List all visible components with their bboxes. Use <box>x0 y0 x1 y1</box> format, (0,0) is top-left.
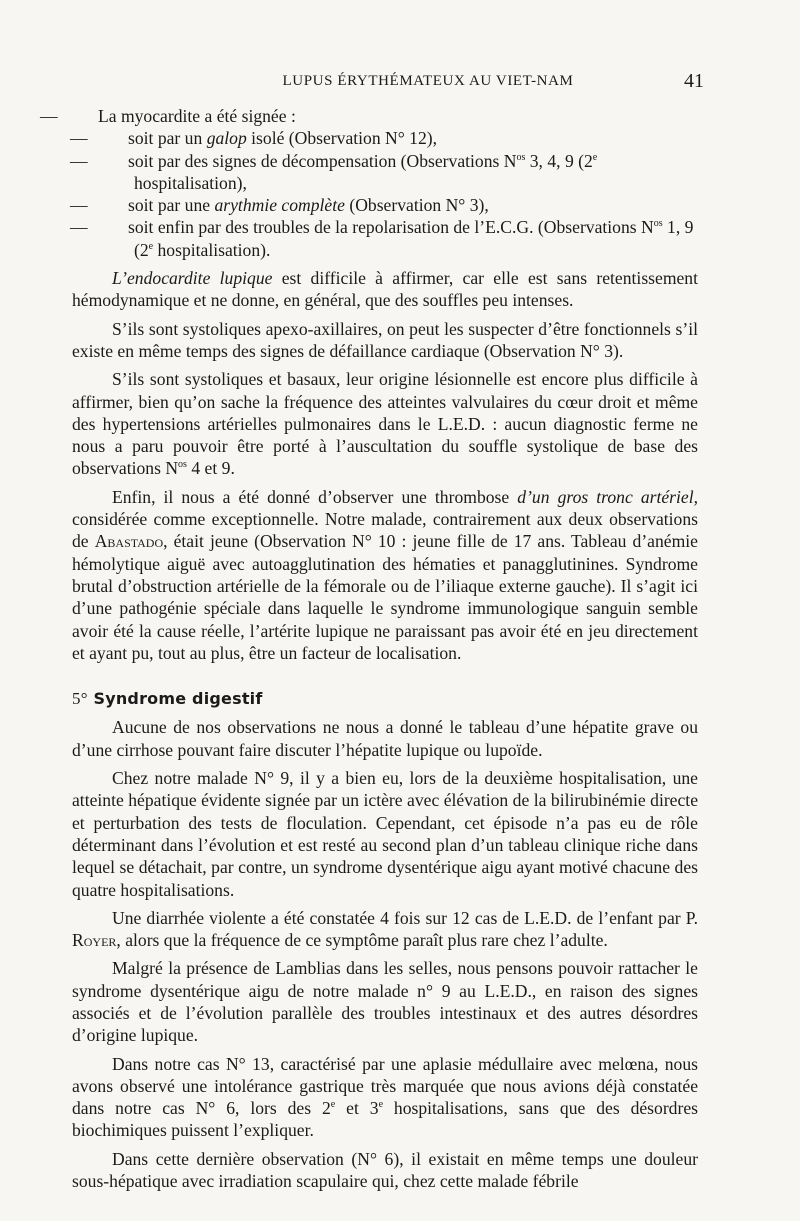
paragraph-derniere-observation: Dans cette dernière observation (N° 6), il existait en même temps une douleur sous-hépatique avec irradiation scapulaire qui, chez cette malade fébrile <box>72 1148 698 1192</box>
paragraph-systoliques-apexo: S’ils sont systoliques apexo-axillaires, on peut les suspecter d’être fonctionnels s’il existe en même temps des signes de défaillance cardiaque (Observation N° 3). <box>72 318 698 361</box>
paragraph-diarrhee: Une diarrhée violente a été constatée 4 fois sur 12 cas de L.E.D. de l’enfant par P. Royer, alors que la fréquence de ce symptôme paraît plus rare chez l’adulte. <box>72 907 698 951</box>
myocarditis-item: — soit enfin par des troubles de la repolarisation de l’E.C.G. (Observations $N^{os}$ 1, 9 (2e hospitalisation). <box>70 217 694 260</box>
page-header <box>72 70 704 97</box>
running-title: LUPUS ÉRYTHÉMATEUX AU VIET-NAM <box>282 73 574 89</box>
section-title: 5° Syndrome digestif <box>72 689 263 709</box>
page-number: 41 <box>684 70 704 92</box>
paragraph-hepatite: Aucune de nos observations ne nous a donné le tableau d’une hépatite grave ou d’une cirrhose pouvant faire discuter l’hépatite lupique ou lupoïde. <box>72 717 698 760</box>
myocarditis-lead: — La myocardite a été signée : <box>40 106 296 126</box>
paragraph-lamblias: Malgré la présence de Lamblias dans les selles, nous pensons pouvoir rattacher le syndrome dysentérique aigu de notre malade n° 9 au L.E.D., en raison des signes associés et de l’évolution parallèle des troubles intestinaux et des autres désordres d’origine lupique. <box>72 958 698 1046</box>
myocarditis-item: — soit par une arythmie complète (Observation N° 3), <box>70 195 489 216</box>
myocarditis-item: — soit par des signes de décompensation (Observations $N^{os}$ 3, 4, 9 (2e hospitalisation), <box>70 150 598 193</box>
myocarditis-item: — soit par un galop isolé (Observation N° 12), <box>70 128 438 149</box>
paragraph-systoliques-basaux: S’ils sont systoliques et basaux, leur origine lésionnelle est encore plus difficile à affirmer, bien qu’on sache la fréquence des atteintes valvulaires du cœur droit et même des hypertensions artérielles pulmonaires dans le L.E.D. : aucun diagnostic ferme ne nous a paru pouvoir être porté à l’auscultation du souffle systolique de base des observations $N^{os}$ 4 et 9. <box>72 369 698 479</box>
paragraph-thrombose: Enfin, il nous a été donné d’observer une thrombose d’un gros tronc artériel, considérée comme exceptionnelle. Notre malade, contrairement aux deux observations de Abastado, était jeune (Observation N° 10 : jeune fille de 17 ans. Tableau d’anémie hémolytique aiguë avec autoagglutination des hématies et panagglutinines. Syndrome brutal d’obstruction artérielle de la fémorale ou de l’iliaque externe gauche). Il s’agit ici d’une pathogénie spéciale dans laquelle le syndrome immunologique sanguin semble avoir été la cause réelle, l’artérite lupique ne paraissant pas avoir été en jeu directement et ayant pu, tout au plus, être un facteur de localisation. <box>72 486 698 663</box>
paragraph-endocardite: L’endocardite lupique est difficile à affirmer, car elle est sans retentissement hémodynamique et ne donne, en général, que des souffles peu intenses. <box>72 268 698 311</box>
paragraph-cas-13: Dans notre cas N° 13, caractérisé par une aplasie médullaire avec melœna, nous avons observé une intolérance gastrique très marquée que nous avions déjà constatée dans notre cas N° 6, lors des 2e et 3e hospitalisations, sans que des désordres biochimiques puissent l’expliquer. <box>72 1053 698 1141</box>
paragraph-malade-9: Chez notre malade N° 9, il y a bien eu, lors de la deuxième hospitalisation, une atteinte hépatique évidente signée par un ictère avec élévation de la bilirubinémie directe et perturbation des tests de floculation. Cependant, cet épisode n’a pas eu de rôle déterminant dans l’évolution et est resté au second plan d’un tableau clinique riche dans lequel se détachait, par contre, un syndrome dysentérique aigu ayant motivé chacune des quatre hospitalisations. <box>72 768 698 900</box>
page-body <box>40 105 698 1192</box>
